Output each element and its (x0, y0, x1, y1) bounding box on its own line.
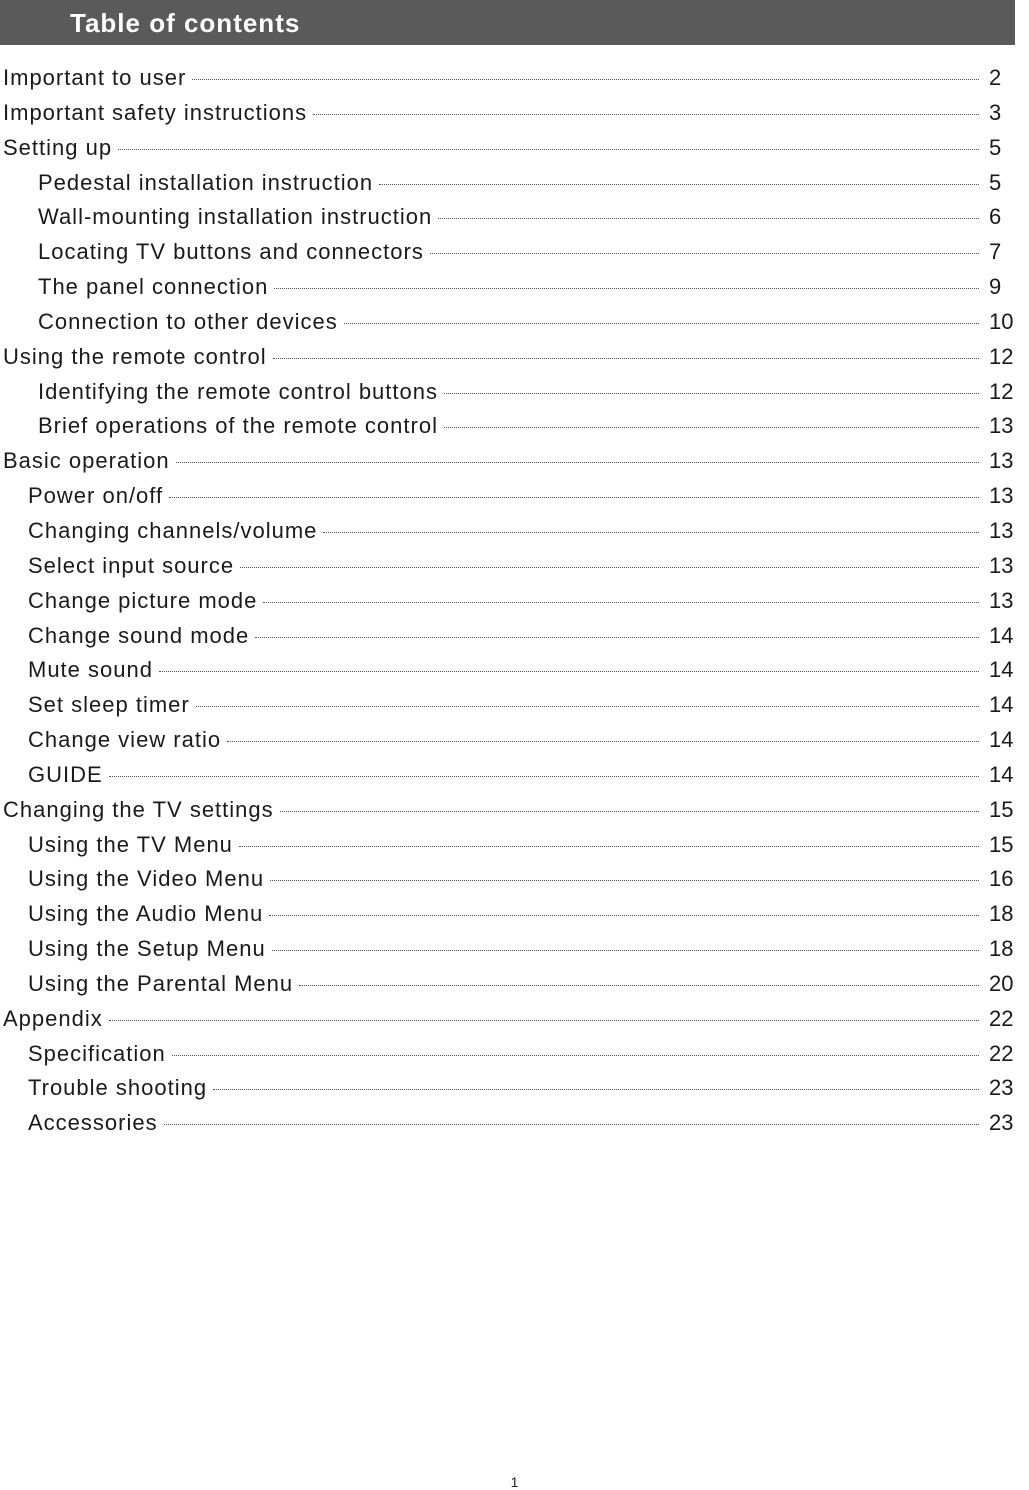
toc-entry-page: 14 (989, 622, 1014, 648)
toc-entry-page: 5 (989, 169, 1002, 195)
toc-entry-title: Changing the TV settings (3, 796, 274, 822)
toc-entry-page: 23 (989, 1075, 1014, 1101)
toc-dot-leader (159, 670, 979, 672)
toc-dot-leader (169, 496, 979, 498)
toc-dot-leader (344, 322, 979, 324)
toc-entry[interactable] (0, 762, 1029, 797)
toc-entry[interactable] (0, 379, 1029, 414)
toc-entry-page: 14 (989, 727, 1014, 753)
toc-entry-page: 14 (989, 761, 1014, 787)
toc-entry-page: 3 (989, 99, 1002, 125)
toc-entry[interactable] (0, 832, 1029, 867)
toc-entry-title: Using the Parental Menu (28, 970, 294, 996)
toc-entry-page: 15 (989, 831, 1014, 857)
toc-dot-leader (172, 1054, 979, 1056)
toc-dot-leader (240, 566, 979, 568)
toc-entry[interactable] (0, 553, 1029, 588)
toc-entry[interactable] (0, 657, 1029, 692)
toc-dot-leader (274, 287, 979, 289)
toc-entry-page: 13 (989, 517, 1014, 543)
toc-entry-page: 13 (989, 413, 1014, 439)
toc-entry[interactable] (0, 936, 1029, 971)
toc-entry-page: 12 (989, 343, 1014, 369)
toc-entry[interactable] (0, 588, 1029, 623)
toc-entry-page: 20 (989, 970, 1014, 996)
toc-entry[interactable] (0, 866, 1029, 901)
toc-entry-title: Power on/off (28, 483, 164, 509)
toc-entry-title: Change view ratio (28, 727, 222, 753)
toc-entry-title: Identifying the remote control buttons (38, 378, 438, 404)
toc-entry-title: Change sound mode (28, 622, 250, 648)
page-number: 1 (510, 1474, 519, 1490)
toc-entry[interactable] (0, 65, 1029, 100)
toc-dot-leader (213, 1088, 979, 1090)
toc-entry-title: Accessories (28, 1110, 158, 1136)
toc-dot-leader (269, 914, 979, 916)
toc-entry[interactable] (0, 971, 1029, 1006)
toc-entry-title: Pedestal installation instruction (38, 169, 374, 195)
toc-entry-page: 13 (989, 448, 1014, 474)
page-title: Table of contents (70, 8, 301, 38)
toc-dot-leader (192, 78, 979, 80)
toc-entry-title: Set sleep timer (28, 692, 190, 718)
toc-entry[interactable] (0, 518, 1029, 553)
toc-entry-page: 15 (989, 796, 1014, 822)
toc-entry-page: 7 (989, 239, 1002, 265)
toc-dot-leader (273, 357, 979, 359)
toc-entry-page: 9 (989, 274, 1002, 300)
toc-dot-leader (272, 949, 979, 951)
toc-entry[interactable] (0, 1006, 1029, 1041)
toc-dot-leader (299, 984, 979, 986)
toc-dot-leader (164, 1123, 979, 1125)
toc-entry-title: Changing channels/volume (28, 517, 318, 543)
toc-entry-title: Select input source (28, 552, 235, 578)
toc-entry[interactable] (0, 448, 1029, 483)
toc-entry-page: 6 (989, 204, 1002, 230)
toc-dot-leader (430, 252, 979, 254)
toc-entry-title: Important to user (3, 65, 187, 90)
toc-dot-leader (227, 740, 979, 742)
toc-entry-title: The panel connection (38, 274, 269, 300)
toc-entry[interactable] (0, 100, 1029, 135)
toc-entry[interactable] (0, 692, 1029, 727)
toc-entry-page: 18 (989, 936, 1014, 962)
toc-entry-page: 14 (989, 692, 1014, 718)
toc-dot-leader (379, 183, 979, 185)
toc-entry-page: 22 (989, 1040, 1014, 1066)
toc-entry-title: Important safety instructions (3, 99, 308, 125)
toc-entry-title: Connection to other devices (38, 308, 338, 334)
toc-entry[interactable] (0, 727, 1029, 762)
toc-entry[interactable] (0, 413, 1029, 448)
toc-entry-page: 22 (989, 1005, 1014, 1031)
toc-entry-title: Setting up (3, 134, 113, 160)
toc-dot-leader (438, 217, 979, 219)
toc-entry[interactable] (0, 901, 1029, 936)
toc-dot-leader (444, 426, 979, 428)
toc-entry-title: Locating TV buttons and connectors (38, 239, 424, 265)
toc-entry[interactable] (0, 309, 1029, 344)
toc-entry-title: Using the Video Menu (28, 866, 265, 892)
toc-entry[interactable] (0, 623, 1029, 658)
toc-entry-title: Basic operation (3, 448, 170, 474)
toc-entry[interactable] (0, 135, 1029, 170)
toc-dot-leader (109, 1019, 979, 1021)
toc-dot-leader (280, 810, 979, 812)
table-of-contents (0, 65, 1029, 1145)
toc-entry-page: 5 (989, 134, 1002, 160)
toc-entry[interactable] (0, 1075, 1029, 1110)
toc-entry-title: Using the Setup Menu (28, 936, 266, 962)
toc-entry-title: Specification (28, 1040, 166, 1066)
toc-entry-page: 18 (989, 901, 1014, 927)
toc-entry-title: Mute sound (28, 657, 153, 683)
toc-entry[interactable] (0, 274, 1029, 309)
toc-entry-page: 13 (989, 483, 1014, 509)
header-bar (0, 0, 1015, 45)
toc-dot-leader (313, 113, 979, 115)
toc-entry-title: Brief operations of the remote control (38, 413, 438, 439)
toc-dot-leader (263, 601, 979, 603)
toc-entry-title: Using the Audio Menu (28, 901, 264, 927)
toc-entry[interactable] (0, 204, 1029, 239)
toc-dot-leader (109, 775, 979, 777)
toc-entry[interactable] (0, 797, 1029, 832)
toc-entry-title: Using the TV Menu (28, 831, 233, 857)
toc-entry-title: Wall-mounting installation instruction (38, 204, 433, 230)
toc-entry-page: 10 (989, 308, 1014, 334)
toc-entry-page: 13 (989, 587, 1014, 613)
toc-entry-title: Appendix (3, 1005, 103, 1031)
toc-entry-page: 23 (989, 1110, 1014, 1136)
toc-entry[interactable] (0, 344, 1029, 379)
toc-entry-page: 14 (989, 657, 1014, 683)
toc-dot-leader (323, 531, 979, 533)
toc-entry[interactable] (0, 1110, 1029, 1145)
toc-entry-title: Trouble shooting (28, 1075, 208, 1101)
toc-entry-page: 2 (989, 65, 1002, 90)
toc-entry-page: 12 (989, 378, 1014, 404)
toc-entry-page: 16 (989, 866, 1014, 892)
toc-entry-title: Change picture mode (28, 587, 258, 613)
toc-entry[interactable] (0, 483, 1029, 518)
toc-entry[interactable] (0, 239, 1029, 274)
toc-dot-leader (444, 392, 979, 394)
toc-entry-page: 13 (989, 552, 1014, 578)
toc-dot-leader (270, 879, 979, 881)
toc-dot-leader (176, 461, 979, 463)
toc-entry-title: GUIDE (28, 761, 103, 787)
toc-entry-title: Using the remote control (3, 343, 267, 369)
toc-dot-leader (196, 705, 979, 707)
toc-entry[interactable] (0, 170, 1029, 205)
toc-dot-leader (239, 845, 979, 847)
toc-dot-leader (118, 148, 979, 150)
toc-dot-leader (255, 636, 979, 638)
toc-entry[interactable] (0, 1041, 1029, 1076)
